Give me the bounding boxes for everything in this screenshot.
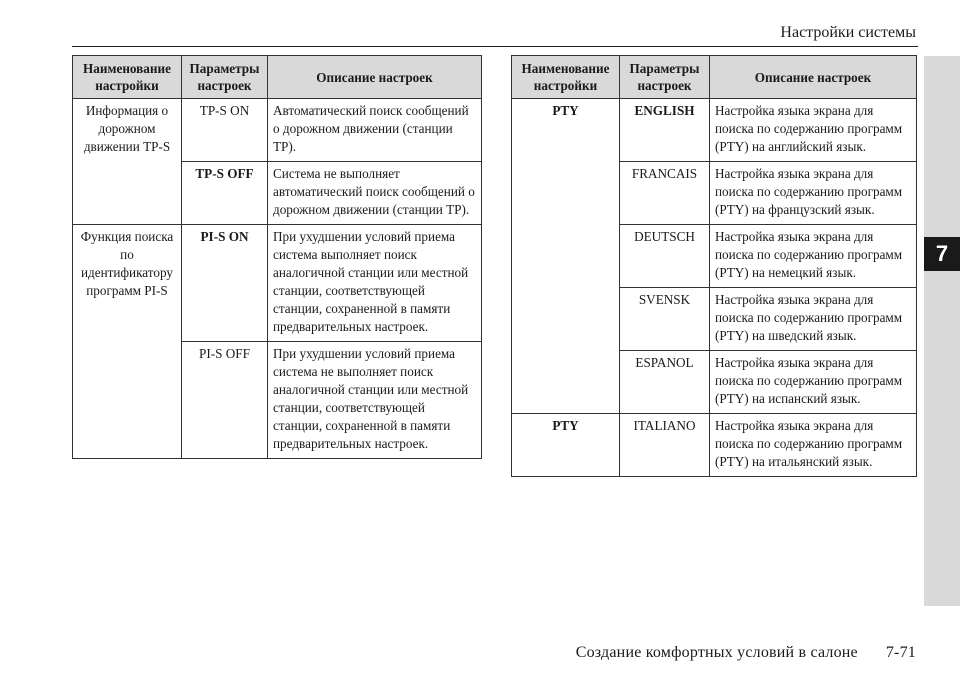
setting-name-cell: PTY bbox=[512, 414, 620, 477]
setting-param-cell: TP-S OFF bbox=[182, 162, 268, 225]
setting-description-cell: Система не выполняет автоматический поиск сообщений о дорожном движении (станции TP). bbox=[268, 162, 482, 225]
page-header-title: Настройки системы bbox=[780, 24, 916, 41]
page-number: 7-71 bbox=[885, 644, 916, 661]
setting-description-cell: При ухудшении условий приема система не выполняет поиск аналогичной станции или местной станции, соответствующей станции, сохраненной в памяти предварительных настроек. bbox=[268, 342, 482, 459]
setting-name-cell: PTY bbox=[512, 99, 620, 414]
table-row bbox=[73, 225, 482, 342]
setting-param-cell: SVENSK bbox=[620, 288, 710, 351]
column-header-params: Параметры настроек bbox=[620, 56, 710, 99]
setting-name-cell: Информация о дорожном движении TP-S bbox=[73, 99, 182, 225]
setting-description-cell: Настройка языка экрана для поиска по содержанию программ (PTY) на шведский язык. bbox=[710, 288, 917, 351]
setting-param-cell: DEUTSCH bbox=[620, 225, 710, 288]
setting-description-cell: Настройка языка экрана для поиска по содержанию программ (PTY) на английский язык. bbox=[710, 99, 917, 162]
setting-param-cell: TP-S ON bbox=[182, 99, 268, 162]
column-header-description: Описание настроек bbox=[268, 56, 482, 99]
column-header-description: Описание настроек bbox=[710, 56, 917, 99]
setting-description-cell: При ухудшении условий приема система выполняет поиск аналогичной станции или местной станции, соответствующей станции, сохраненной в памяти предварительных настроек. bbox=[268, 225, 482, 342]
table-row bbox=[512, 414, 917, 477]
setting-param-cell: PI-S OFF bbox=[182, 342, 268, 459]
settings-table-right bbox=[511, 55, 917, 477]
column-header-params: Параметры настроек bbox=[182, 56, 268, 99]
setting-description-cell: Автоматический поиск сообщений о дорожном движении (станции TP). bbox=[268, 99, 482, 162]
setting-param-cell: ESPANOL bbox=[620, 351, 710, 414]
setting-description-cell: Настройка языка экрана для поиска по содержанию программ (PTY) на итальянский язык. bbox=[710, 414, 917, 477]
page-footer bbox=[576, 644, 916, 662]
setting-param-cell: PI-S ON bbox=[182, 225, 268, 342]
table-body bbox=[512, 99, 917, 477]
settings-table-left bbox=[72, 55, 482, 459]
setting-description-cell: Настройка языка экрана для поиска по содержанию программ (PTY) на французский язык. bbox=[710, 162, 917, 225]
column-header-name: Наименование настройки bbox=[512, 56, 620, 99]
footer-section-title: Создание комфортных условий в салоне bbox=[575, 644, 858, 661]
setting-param-cell: ITALIANO bbox=[620, 414, 710, 477]
table-body bbox=[73, 99, 482, 459]
chapter-tab: 7 bbox=[924, 237, 960, 271]
table-row bbox=[73, 99, 482, 162]
setting-description-cell: Настройка языка экрана для поиска по содержанию программ (PTY) на немецкий язык. bbox=[710, 225, 917, 288]
setting-description-cell: Настройка языка экрана для поиска по содержанию программ (PTY) на испанский язык. bbox=[710, 351, 917, 414]
setting-name-cell: Функция поиска по идентификатору программ PI-S bbox=[73, 225, 182, 459]
setting-param-cell: FRANCAIS bbox=[620, 162, 710, 225]
column-header-name: Наименование настройки bbox=[73, 56, 182, 99]
chapter-side-bar bbox=[924, 56, 960, 606]
table-row bbox=[512, 99, 917, 162]
header-rule bbox=[72, 46, 918, 47]
setting-param-cell: ENGLISH bbox=[620, 99, 710, 162]
